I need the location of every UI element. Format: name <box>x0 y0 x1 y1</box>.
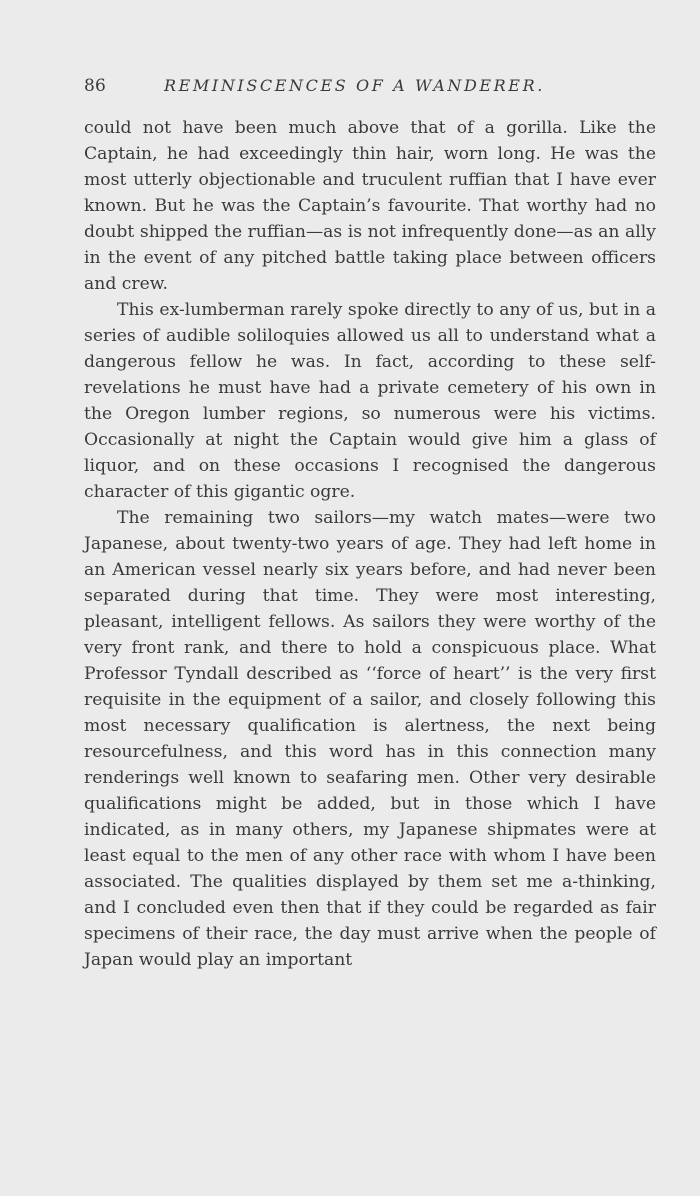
book-page <box>84 70 656 973</box>
page-header <box>84 70 656 104</box>
paragraph-1: could not have been much above that of a gorilla. Like the Captain, he had exceedingly thin hair, worn long. He was the most utterly objectionable and truculent ruffian that I have ever known. But he was the Captain’s favourite. That worthy had no doubt shipped the ruffian—as is not infrequently done—as an ally in the event of any pitched battle taking place between officers and crew. <box>84 118 656 294</box>
paragraph-2: This ex-lumberman rarely spoke directly to any of us, but in a series of audible soliloquies allowed us all to understand what a dangerous fellow he was. In fact, according to these self-revelations he must have had a private cemetery of his own in the Oregon lumber regions, so numerous were his victims. Occasionally at night the Captain would give him a glass of liquor, and on these occasions I recognised the dangerous character of this gigantic ogre. <box>84 300 656 502</box>
paragraph-3: The remaining two sailors—my watch mates—were two Japanese, about twenty-two years of age. They had left home in an American vessel nearly six years before, and had never been separated during that time. They were most interesting, pleasant, intelligent fellows. As sailors they were worthy of the very front rank, and there to hold a conspicuous place. What Professor Tyndall described as ‘‘force of heart’’ is the very first requisite in the equipment of a sailor, and closely following this most necessary qualification is alertness, the next being resourcefulness, and this word has in this connection many renderings well known to seafaring men. Other very desirable qualifications might be added, but in those which I have indicated, as in many others, my Japanese shipmates were at least equal to the men of any other race with whom I have been associated. The qualities displayed by them set me a-thinking, and I concluded even then that if they could be regarded as fair specimens of their race, the day must arrive when the people of Japan would play an important <box>84 508 656 970</box>
running-title: REMINISCENCES OF A WANDERER. <box>164 76 545 95</box>
body-text <box>84 115 656 973</box>
page-number: 86 <box>84 76 107 96</box>
